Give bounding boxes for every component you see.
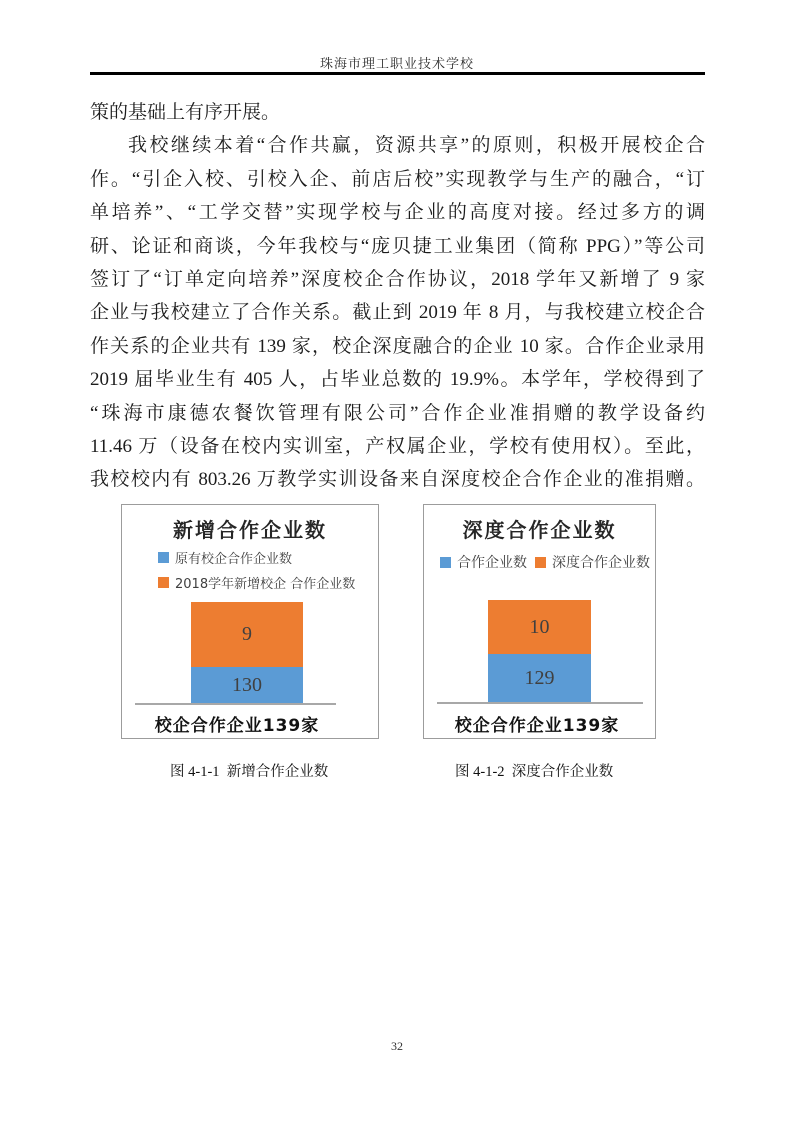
paragraph-line: 11.46 万（设备在校内实训室，产权属企业，学校有使用权）。至此， (90, 435, 705, 457)
bar-segment-blue (191, 667, 303, 704)
legend-swatch-blue-icon (158, 552, 169, 563)
bar-value-label: 9 (242, 623, 252, 645)
legend-swatch-blue-icon (440, 557, 451, 568)
paragraph-line: 策的基础上有序开展。 (90, 102, 281, 123)
bar-value-label: 10 (529, 615, 550, 638)
body-text (90, 96, 705, 497)
paragraph-line: “珠海市康德农餐饮管理有限公司”合作企业准捐赠的教学设备约 (90, 402, 705, 424)
paragraph-line: 研、论证和商谈，今年我校与“庞贝捷工业集团（简称 PPG）”等公司 (90, 235, 705, 257)
chart-legend (440, 552, 650, 572)
figure-deep-partner-chart (423, 504, 656, 739)
x-axis-line (135, 703, 336, 705)
paragraph-line: 签订了“订单定向培养”深度校企合作协议，2018 学年又新增了 9 家 (90, 268, 705, 290)
legend-item (158, 573, 355, 592)
figure-new-partner-chart (121, 504, 379, 739)
legend-item (158, 548, 355, 567)
legend-label: 2018学年新增校企 合作企业数 (175, 577, 356, 592)
legend-swatch-orange-icon (158, 577, 169, 588)
page-number: 32 (391, 1039, 403, 1053)
paragraph-line: 2019 届毕业生有 405 人，占毕业总数的 19.9%。本学年，学校得到了 (90, 369, 705, 391)
legend-label: 原有校企合作企业数 (175, 552, 293, 567)
figure-caption: 图 4-1-1 新增合作企业数 (170, 764, 329, 780)
paragraph-line: 我校校内有 803.26 万教学实训设备来自深度校企合作企业的准捐赠。 (90, 469, 705, 491)
paragraph-line: 我校继续本着“合作共赢，资源共享”的原则，积极开展校企合 (128, 135, 705, 157)
bar-segment-blue (488, 654, 591, 703)
paragraph-line: 作关系的企业共有 139 家，校企深度融合的企业 10 家。合作企业录用 (90, 335, 705, 357)
paragraph-line: 企业与我校建立了合作关系。截止到 2019 年 8 月，与我校建立校企合 (90, 302, 705, 324)
chart-title: 深度合作企业数 (462, 518, 617, 542)
x-axis-line (437, 702, 643, 704)
paragraph-line: 作。“引企入校、引校入企、前店后校”实现教学与生产的融合，“订 (90, 168, 705, 190)
header-title: 珠海市理工职业技术学校 (319, 56, 474, 71)
legend-swatch-orange-icon (535, 557, 546, 568)
bar-value-label: 130 (232, 674, 262, 696)
paragraph-line: 单培养”、“工学交替”实现学校与企业的高度对接。经过多方的调 (90, 202, 705, 224)
x-axis-label: 校企合作企业139家 (154, 716, 320, 736)
bar-value-label: 129 (524, 667, 555, 689)
bar-segment-orange (191, 602, 303, 667)
bar-segment-orange (488, 600, 591, 654)
header-divider (90, 72, 705, 75)
legend-label: 合作企业数 (457, 555, 527, 571)
x-axis-label: 校企合作企业139家 (454, 716, 620, 736)
chart-title: 新增合作企业数 (173, 518, 327, 542)
figure-caption: 图 4-1-2 深度合作企业数 (455, 764, 614, 780)
legend-label: 深度合作企业数 (552, 555, 650, 571)
chart-legend (158, 548, 355, 598)
